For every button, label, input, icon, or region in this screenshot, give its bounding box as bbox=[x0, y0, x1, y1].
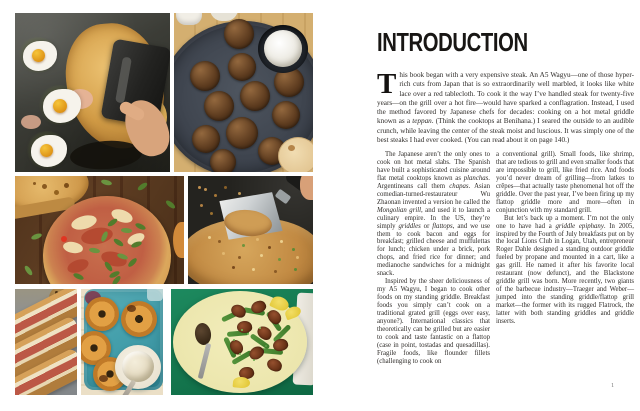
blue-glass-edge bbox=[147, 289, 163, 301]
meat-patty bbox=[204, 91, 234, 121]
two-column-text bbox=[377, 151, 634, 366]
photo-flatbread-pizzas bbox=[15, 176, 184, 284]
intro-paragraph bbox=[377, 68, 634, 145]
herb-flecks bbox=[241, 329, 243, 331]
char-spots bbox=[33, 182, 36, 185]
photo-fried-rice-spatula bbox=[188, 176, 313, 284]
meat-patty bbox=[240, 81, 270, 111]
intro-text: his book began with a very expensive steak. An A5 Wagyu—one of those hyper-rich cuts from Japan that is so extraordinarily well marbled, it looks like white lace over a red tablecloth. To cook it the way I’ve handled steak for twenty-five years—on the grill over a hot fire—would have sparked a conflagration. Instead, I used the method favored by Japanese chefs for decades: cooking on a hot metal griddle known as a bbox=[377, 71, 634, 126]
white-cup bbox=[176, 13, 202, 25]
meat-patty bbox=[228, 53, 256, 81]
italic-term: teppan bbox=[412, 117, 432, 126]
rice-crumbs bbox=[198, 186, 201, 189]
orange-dish-edge bbox=[173, 222, 184, 258]
photo-shrimp-snap-peas bbox=[171, 289, 313, 395]
red-pepper bbox=[61, 236, 67, 242]
drop-cap: T bbox=[377, 68, 397, 100]
meat-patty bbox=[224, 19, 254, 49]
right-page-introduction bbox=[320, 0, 640, 411]
italic-term: griddles bbox=[398, 222, 421, 230]
char-spot bbox=[127, 305, 136, 312]
whipped-cream bbox=[122, 351, 154, 382]
photo-grilled-pineapple bbox=[81, 289, 163, 395]
italic-term: Mongolian grill bbox=[377, 206, 422, 214]
meat-patty bbox=[226, 117, 258, 149]
meat-patty bbox=[192, 125, 220, 153]
rice-speckles bbox=[208, 236, 211, 239]
italic-term: planchas bbox=[463, 174, 489, 182]
meat-patty bbox=[210, 149, 236, 172]
flatbread bbox=[278, 137, 313, 172]
right-column bbox=[496, 151, 634, 366]
left-column bbox=[377, 151, 490, 366]
yogurt-sauce bbox=[264, 30, 302, 67]
italic-term: flattops bbox=[432, 222, 453, 230]
col1-paragraph-2: Inspired by the sheer deliciousness of my A5 Wagyu, I began to cook other foods on my standing griddle. Breakfast foods you simply can’t cook on a traditional grated grill (eggs over easy, anyone?). International classics that theoretically can be grilled but are easier to cook and taste fantastic on a flattop (case in point, tostadas and quesadillas). Fragile foods, like flounder fillets (challenging to cook on bbox=[377, 278, 490, 365]
ham-bits bbox=[21, 115, 41, 129]
col2-paragraph-2: But let’s back up a moment. I’m not the only one to have had a griddle epiphany. In 2005, inspired by the Fourth of July breakfasts put on by the local Lions Club in Logan, Utah, entrepreneur Roger Dahle designed a standing outdoor griddle fueled by propane and mounted in a cart, like a gas grill. He named it after his favorite local restaurant (now defunct), and the Blackstone griddle grill was born. More recently, two giants of the barbecue industry—Traeger and Weber—jumped into the standing griddle/flattop grill market—the former with its rugged Flatrock, the latter with both standing griddles and griddle inserts. bbox=[496, 214, 635, 326]
intro-text: . (Think the cooktops at Benihana.) I seared the outside to an audible crunch, while leaving the center of the steak moist and luscious. It was simply one of the best steaks I had ever cooked. (You can read about it on page 140.) bbox=[377, 117, 634, 145]
meat-patty bbox=[190, 61, 220, 91]
col2-paragraph-1: a conventional grill). Small foods, like shrimp, that are tedious to grill and even smaller foods that are impossible to grill, like fried rice. And foods you’d never dream of grilling—from latkes to crêpes—that actually taste phenomenal hot off the griddle. Over the past year, I’ve been firing up my flattop griddle more and more—often in conjunction with my standard grill. bbox=[496, 151, 634, 214]
char-spot bbox=[99, 375, 108, 382]
egg-yolk bbox=[53, 99, 67, 113]
pineapple-ring bbox=[85, 297, 119, 331]
page-number: 1 bbox=[611, 382, 615, 389]
egg-yolk bbox=[40, 144, 53, 157]
flatbread-char bbox=[288, 145, 295, 151]
meat-patty bbox=[272, 101, 300, 129]
photo-kofta-platter bbox=[174, 13, 313, 172]
photo-pressed-sandwiches bbox=[15, 289, 77, 395]
italic-term: chapas bbox=[449, 182, 469, 190]
col1-paragraph-1: The Japanese aren’t the only ones to cook on hot metal slabs. The Spanish have built a sophisticated cuisine around flat metal cooktops known as planchas. Argentineans call them chapas. Asian comedian-turned-restaurateur Wu Zhaonan invented a version he called the Mongolian grill, and used it to launch a culinary empire. In the US, they’re simply griddles or flattops, and we use them to cook bacon and eggs for breakfast; grilled cheese and muffulettas for lunch; chicken under a brick, pork chops, and fried rice for dinner; and medianoche sandwiches for a midnight snack. bbox=[377, 151, 490, 278]
page-title: INTRODUCTION bbox=[377, 27, 528, 57]
italic-term: griddle epiphany bbox=[555, 222, 604, 230]
photo-griddle-eggs-latkes bbox=[15, 13, 170, 172]
egg-yolk bbox=[32, 49, 45, 62]
